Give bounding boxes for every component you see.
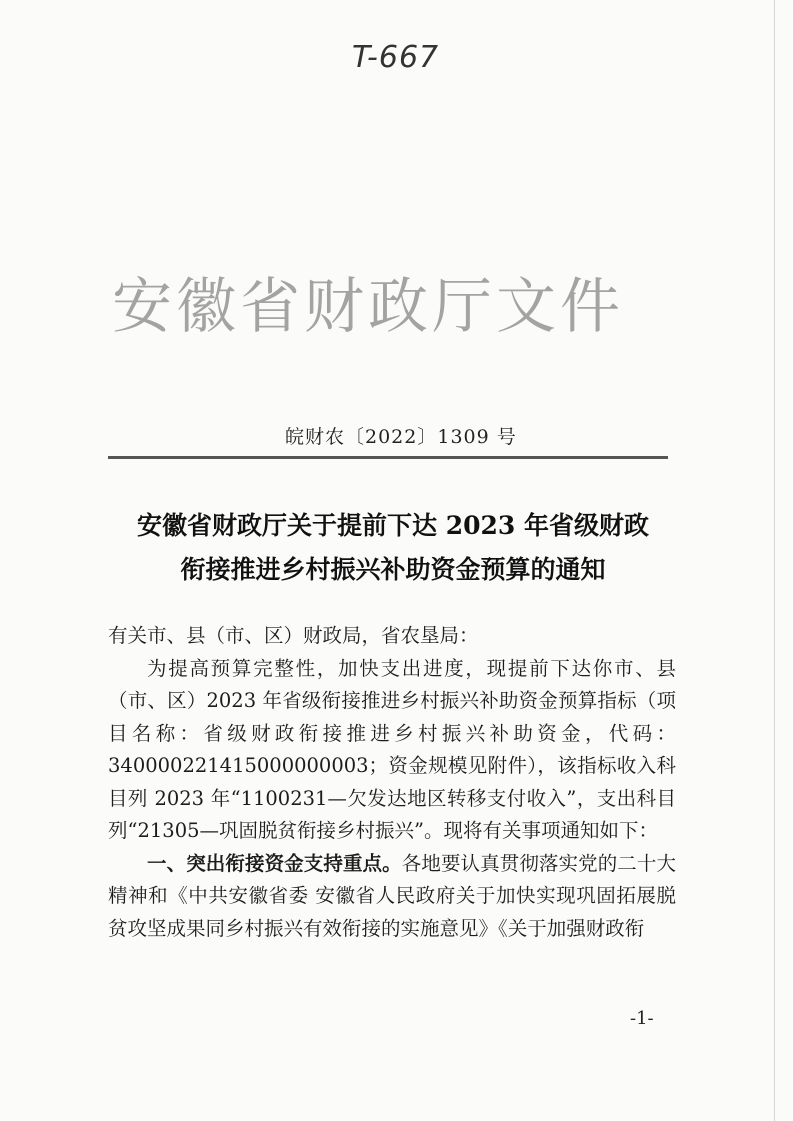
section-1-heading: 一、突出衔接资金支持重点。 <box>147 851 402 875</box>
header-divider <box>108 456 668 459</box>
paragraph-section-1 <box>108 848 676 946</box>
page-number: -1- <box>630 1008 654 1029</box>
addressee-line: 有关市、县（市、区）财政局，省农垦局： <box>108 624 479 647</box>
document-number: 皖财农〔2022〕1309 号 <box>285 426 517 448</box>
document-header-title: 安徽省财政厅文件 <box>112 272 624 342</box>
notice-title-line-2: 衔接推进乡村振兴补助资金预算的通知 <box>180 555 606 584</box>
document-body <box>108 620 676 945</box>
handwritten-mark: T-667 <box>352 40 440 75</box>
notice-title <box>98 504 688 592</box>
scan-edge-line <box>774 0 775 1121</box>
section-1-text: 各地要认真贯彻落实党的二十大精神和《中共安徽省委 安徽省人民政府关于加快实现巩固拓展脱贫攻坚成果同乡村振兴有效衔接的实施意见》《关于加强财政衔 <box>108 851 676 940</box>
paragraph-intro: 为提高预算完整性，加快支出进度，现提前下达你市、县（市、区）2023 年省级衔接推进乡村振兴补助资金预算指标（项目名称：省级财政衔接推进乡村振兴补助资金，代码：340000221415000000003；资金规模见附件），该指标收入科目列 2023 年“1100231—欠发达地区转移支付收入”，支出科目列“21305—巩固脱贫衔接乡村振兴”。现将有关事项通知如下： <box>108 656 676 842</box>
notice-title-line-1: 安徽省财政厅关于提前下达 2023 年省级财政 <box>137 511 649 540</box>
